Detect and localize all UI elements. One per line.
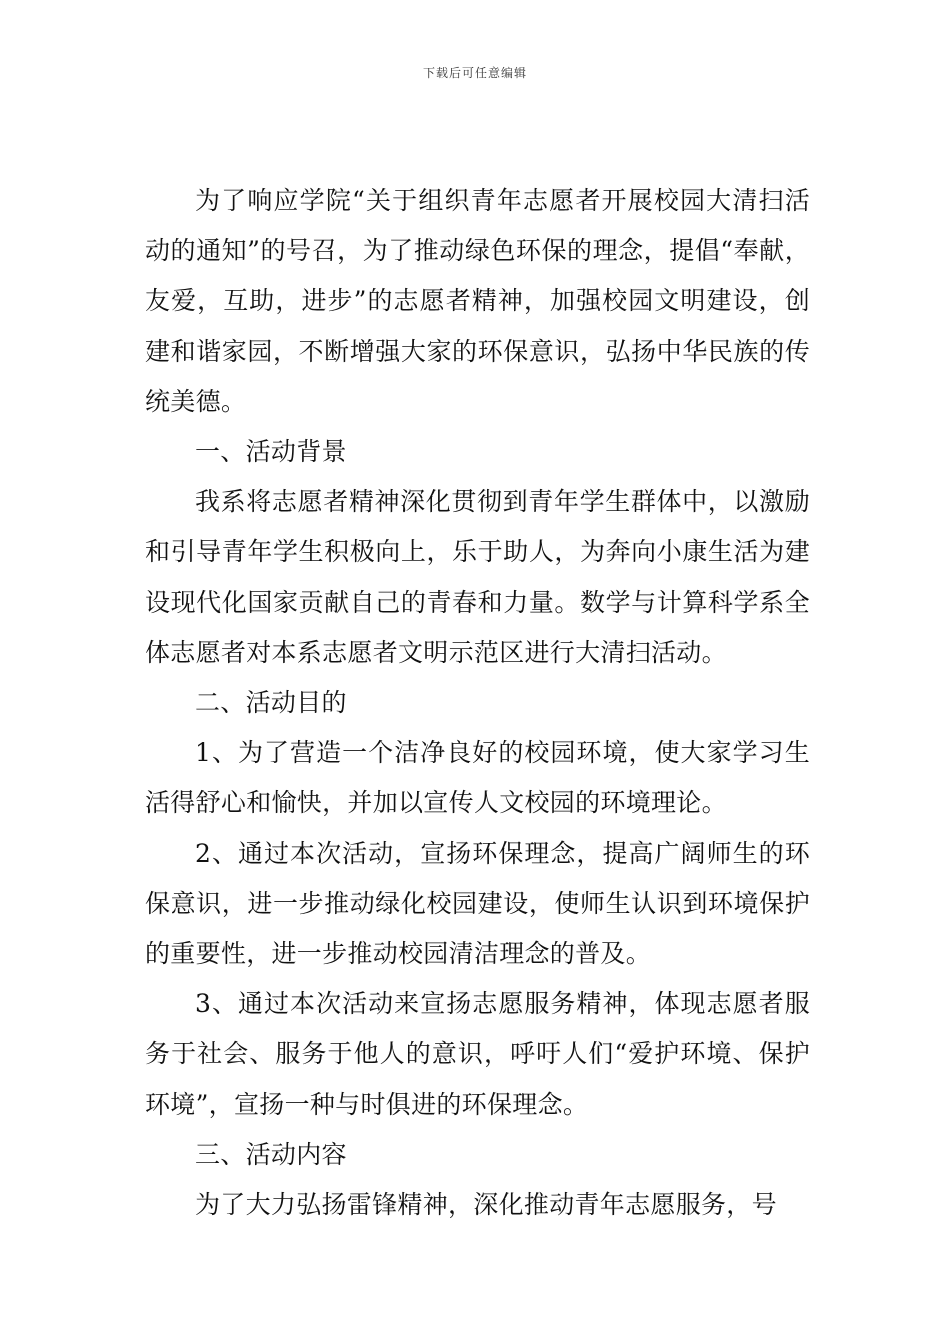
- section-heading-purpose: 二、活动目的: [195, 688, 347, 718]
- purpose-item-2: 2、通过本次活动，宣扬环保理念，提高广阔师生的环保意识，进一步推动绿化校园建设，使师生认识到环境保护的重要性，进一步推动校园清洁理念的普及。: [145, 838, 810, 969]
- page-header-note: 下载后可任意编辑: [422, 66, 527, 80]
- document-body: [145, 176, 810, 1230]
- background-paragraph: 我系将志愿者精神深化贯彻到青年学生群体中，以激励和引导青年学生积极向上，乐于助人，为奔向小康生活为建设现代化国家贡献自己的青春和力量。数学与计算科学系全体志愿者对本系志愿者文明示范区进行大清扫活动。: [145, 487, 810, 667]
- purpose-item-1: 1、为了营造一个洁净良好的校园环境，使大家学习生活得舒心和愉快，并加以宣传人文校园的环境理论。: [145, 738, 810, 818]
- intro-paragraph: 为了响应学院“关于组织青年志愿者开展校园大清扫活动的通知”的号召，为了推动绿色环保的理念，提倡“奉献，友爱，互助，进步”的志愿者精神，加强校园文明建设，创建和谐家园，不断增强大家的环保意识，弘扬中华民族的传统美德。: [145, 186, 810, 416]
- section-heading-background: 一、活动背景: [195, 437, 347, 467]
- section-heading-content: 三、活动内容: [195, 1139, 347, 1169]
- content-paragraph: 为了大力弘扬雷锋精神，深化推动青年志愿服务，号: [195, 1190, 777, 1220]
- purpose-item-3: 3、通过本次活动来宣扬志愿服务精神，体现志愿者服务于社会、服务于他人的意识，呼吁人们“爱护环境、保护环境”，宣扬一种与时俱进的环保理念。: [145, 989, 810, 1119]
